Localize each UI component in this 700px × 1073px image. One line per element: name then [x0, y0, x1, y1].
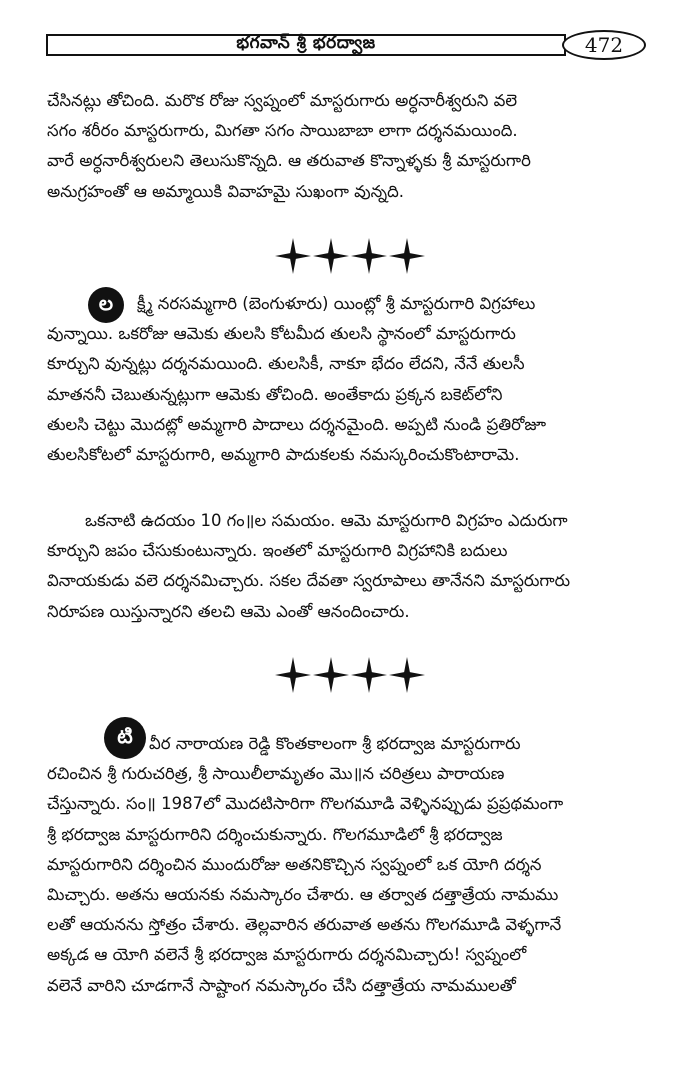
- text-line: క్ష్మీ నరసమ్మగారి (బెంగుళూరు) యింట్లో శ్రీ మాస్టరుగారి విగ్రహాలు: [137, 294, 536, 313]
- four-point-star-ornament-icon: [275, 238, 311, 274]
- text-line: మిచ్చారు. అతను ఆయనకు నమస్కారం చేశారు. ఆ తర్వాత దత్తాత్రేయ నామము: [47, 885, 559, 905]
- text-line: వలెనే వారిని చూడగానే సాష్టాంగ నమస్కారం చేసి దత్తాత్రేయ నామములతో: [47, 975, 516, 995]
- text-line: మాతననీ చెబుతున్నట్లుగా ఆమెకు తోచింది. అంతేకాదు ప్రక్కన బకెట్‌లోని: [47, 384, 503, 404]
- text-line: మాస్టరుగారిని దర్శించిన ముందురోజు అతనికొచ్చిన స్వప్నంలో ఒక యోగి దర్శన: [47, 854, 542, 874]
- page-number: 472: [584, 33, 624, 57]
- text-line: తులసికోటలో మాస్టరుగారి, అమ్మగారి పాదుకలకు నమస్కరించుకొంటారామె.: [47, 445, 520, 465]
- paragraph-vinayaka-vision: [47, 506, 655, 627]
- four-point-star-ornament-icon: [351, 657, 387, 693]
- four-point-star-ornament-icon: [389, 238, 425, 274]
- text-line: చేస్తున్నారు. సం॥ 1987లో మొదటిసారిగా గొలగమూడి వెళ్ళినప్పుడు ప్రప్రథమంగా: [47, 794, 564, 814]
- text-line: వారే అర్ధనారీశ్వరులని తెలుసుకొన్నది. ఆ తరువాత కొన్నాళ్ళకు శ్రీ మాస్టరుగారి: [47, 151, 531, 171]
- text-line: సగం శరీరం మాస్టరుగారు, మిగతా సగం సాయిబాబా లాగా దర్శనమయింది.: [47, 121, 518, 141]
- drop-cap-initial: టి: [104, 717, 146, 759]
- text-line: వినాయకుడు వలె దర్శనమిచ్చారు. సకల దేవతా స్వరూపాలు తానేనని మాస్టరుగారు: [47, 571, 571, 591]
- text-line: కూర్చుని వున్నట్లు దర్శనమయింది. తులసికీ, నాకూ భేదం లేదని, నేనే తులసీ: [47, 354, 525, 374]
- four-point-star-ornament-icon: [313, 657, 349, 693]
- text-line: అనుగ్రహంతో ఆ అమ్మాయికి వివాహమై సుఖంగా వున్నది.: [47, 181, 404, 201]
- text-line: కూర్చుని జపం చేసుకుంటున్నారు. ఇంతలో మాస్టరుగారి విగ్రహానికి బదులు: [47, 541, 508, 561]
- text-line: నిరూపణ యిస్తున్నారని తలచి ఆమె ఎంతో ఆనందించారు.: [47, 601, 410, 621]
- header-title-box: [46, 34, 566, 56]
- paragraph-lakshmi-narasamma: [47, 289, 655, 470]
- paragraph-veera-narayana-reddy: [47, 729, 655, 1001]
- book-title: భగవాన్ శ్రీ భరద్వాజ: [236, 33, 376, 53]
- running-header: [46, 30, 656, 60]
- paragraph-continued: [47, 86, 655, 207]
- section-divider: [0, 236, 700, 276]
- drop-cap-initial: ల: [88, 287, 124, 323]
- text-line: చేసినట్లు తోచింది. మరొక రోజు స్వప్నంలో మాస్టరుగారు అర్ధనారీశ్వరుని వలె: [47, 91, 518, 110]
- text-line: తులసి చెట్టు మొదట్లో అమ్మగారి పాదాలు దర్శనమైంది. అప్పటి నుండి ప్రతిరోజూ: [47, 414, 547, 434]
- page-number-oval: [562, 30, 646, 60]
- text-line: వీర నారాయణ రెడ్డి కొంతకాలంగా శ్రీ భరద్వాజ మాస్టరుగారు: [149, 734, 521, 753]
- text-line: ఒకనాటి ఉదయం 10 గం॥ల సమయం. ఆమె మాస్టరుగారి విగ్రహం ఎదురుగా: [85, 511, 568, 530]
- text-line: రచించిన శ్రీ గురుచరిత్ర, శ్రీ సాయిలీలామృతం మొ॥న చరిత్రలు పారాయణ: [47, 764, 505, 784]
- four-point-star-ornament-icon: [313, 238, 349, 274]
- four-point-star-ornament-icon: [351, 238, 387, 274]
- four-point-star-ornament-icon: [275, 657, 311, 693]
- text-line: అక్కడ ఆ యోగి వలెనే శ్రీ భరద్వాజ మాస్టరుగారు దర్శనమిచ్చారు! స్వప్నంలో: [47, 945, 527, 965]
- text-line: శ్రీ భరద్వాజ మాస్టరుగారిని దర్శించుకున్నారు. గొలగమూడిలో శ్రీ భరద్వాజ: [47, 824, 503, 844]
- text-line: వున్నాయి. ఒకరోజు ఆమెకు తులసి కోటమీద తులసి స్థానంలో మాస్టరుగారు: [47, 324, 516, 344]
- four-point-star-ornament-icon: [389, 657, 425, 693]
- text-line: లతో ఆయనను స్తోత్రం చేశారు. తెల్లవారిన తరువాత అతను గొలగమూడి వెళ్ళగానే: [47, 915, 562, 935]
- section-divider: [0, 655, 700, 695]
